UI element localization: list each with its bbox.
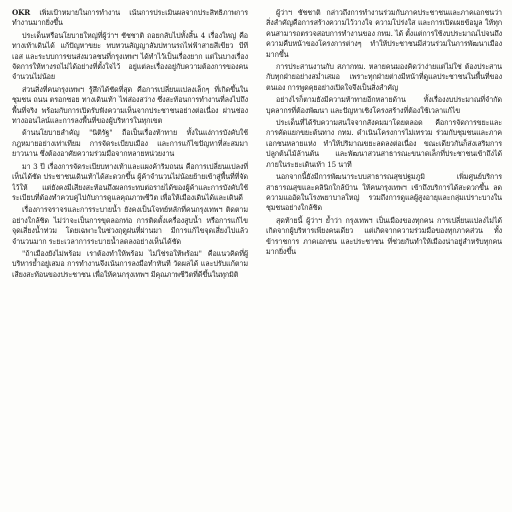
right-column: [266, 8, 502, 506]
paragraph-text: เพิ่มเป้าหมายในการทำงาน เน้นการประเมินผลจากประสิทธิภาพการทำงานมากยิ่งขึ้น: [12, 8, 248, 28]
paragraph-text: อย่างไรก็ตามยังมีความท้าทายอีกหลายด้าน ทั้งเรื่องงบประมาณที่จำกัด บุคลากรที่ต้องพัฒนา และปัญหาเชิงโครงสร้างที่ต้องใช้เวลาแก้ไข: [266, 95, 502, 115]
paragraph: [12, 162, 248, 204]
paragraph-lead: OKR: [12, 8, 31, 17]
paragraph: [12, 8, 248, 29]
paragraph-text: เรื่องการจราจรและการระบายน้ำ ยังคงเป็นโจทย์หลักที่คนกรุงเทพฯ ติดตามอย่างใกล้ชิด ไม่ว่าจะเป็นการขุดลอกท่อ การติดตั้งเครื่องสูบน้ำ หรือการแก้ไขจุดเสี่ยงน้ำท่วม โดยเฉพาะในช่วงฤดูฝนที่ผ่านมา มีการแก้ไขจุดเสี่ยงไปแล้วจำนวนมาก ระยะเวลาการระบายน้ำลดลงอย่างเห็นได้ชัด: [12, 205, 248, 246]
paragraph: [266, 118, 502, 170]
paragraph-text: ผู้ว่าฯ ชัชชาติ กล่าวถึงการทำงานร่วมกับภาคประชาชนและภาคเอกชนว่า สิ่งสำคัญคือการสร้างความไว้วางใจ ความโปร่งใส และการเปิดเผยข้อมูล ให้ทุกคนสามารถตรวจสอบการทำงานของ กทม. ได้ ตั้งแต่การใช้งบประมาณไปจนถึงความคืบหน้าของโครงการต่างๆ ทำให้ประชาชนมีส่วนร่วมในการพัฒนาเมืองมากขึ้น: [266, 8, 502, 59]
paragraph: [266, 8, 502, 60]
column-gutter: [256, 8, 257, 506]
paragraph: [12, 31, 248, 83]
left-column: [12, 8, 248, 506]
paragraph: [12, 128, 248, 159]
paragraph: [266, 62, 502, 93]
paragraph-text: ประเด็นที่ได้รับความสนใจจากสังคมมาโดยตลอด คือการจัดการขยะและการคัดแยกขยะต้นทาง กทม. ดำเนินโครงการไม่เทรวม ร่วมกับชุมชนและภาคเอกชนหลายแห่ง ทำให้ปริมาณขยะลดลงต่อเนื่อง ขณะเดียวกันก็ส่งเสริมการปลูกต้นไม้ล้านต้น และพัฒนาสวนสาธารณะขนาดเล็กที่ประชาชนเข้าถึงได้ภายในระยะเดินเท้า 15 นาที: [266, 118, 502, 169]
paragraph: [12, 249, 248, 280]
paragraph: [12, 85, 248, 127]
paragraph: [266, 172, 502, 214]
paragraph-text: ประเด็นหรือนโยบายใหญ่ที่ผู้ว่าฯ ชัชชาติ ถอยกลับไปทั้งสิ้น 4 เรื่องใหญ่ คือ ทางเท้าเดินได้ แก้ปัญหาขยะ ทบทวนสัญญาสัมปทานรถไฟฟ้าสายสีเขียว บีทีเอส และระบบการขนส่งมวลชนที่กรุงเทพฯ ได้ทำไว้เป็นเรื่องยาก แต่ในบางเรื่องจัดการให้ทางรถไม่ได้อย่างที่ตั้งใจไว้ อยู่แต่ละเรื่องอยู่กับความต้องการของคนจำนวนไม่น้อย: [12, 30, 248, 82]
paragraph-text: การประสานงานกับ สภากทม. หลายคนมองคิดว่าง่ายแต่ไม่ใช่ ต้องประสานกับทุกฝ่ายอย่างสม่ำเสมอ เพราะทุกฝ่ายต่างมีหน้าที่ดูแลประชาชนในพื้นที่ของตนเอง การพูดคุยอย่างเปิดใจจึงเป็นสิ่งสำคัญ: [266, 62, 502, 92]
paragraph-text: นอกจากนี้ยังมีการพัฒนาระบบสาธารณสุขปฐมภูมิ เพิ่มศูนย์บริการสาธารณสุขและคลินิกใกล้บ้าน ให้คนกรุงเทพฯ เข้าถึงบริการได้สะดวกขึ้น ลดความแออัดในโรงพยาบาลใหญ่ รวมถึงการดูแลผู้สูงอายุและกลุ่มเปราะบางในชุมชนอย่างใกล้ชิด: [266, 172, 502, 213]
paragraph: [266, 216, 502, 258]
paragraph-text: ส่วนสิ่งที่คนกรุงเทพฯ รู้สึกได้ชัดที่สุด คือการเปลี่ยนแปลงเล็กๆ ที่เกิดขึ้นในชุมชน ถนน ตรอกซอย ทางเดินเท้า ไฟส่องสว่าง ซึ่งสะท้อนการทำงานที่ลงไปถึงพื้นที่จริง พร้อมกับการเปิดรับฟังความเห็นจากประชาชนอย่างต่อเนื่อง ผ่านช่องทางออนไลน์และการลงพื้นที่ของผู้บริหารในทุกเขต: [12, 84, 248, 126]
paragraph: [266, 95, 502, 116]
paragraph-text: สุดท้ายนี้ ผู้ว่าฯ ย้ำว่า กรุงเทพฯ เป็นเมืองของทุกคน การเปลี่ยนแปลงไม่ได้เกิดจากผู้บริหารเพียงคนเดียว แต่เกิดจากความร่วมมือของทุกภาคส่วน ทั้งข้าราชการ ภาคเอกชน และประชาชน ที่ช่วยกันทำให้เมืองน่าอยู่สำหรับทุกคนมากยิ่งขึ้น: [266, 215, 502, 256]
paragraph: [12, 205, 248, 247]
paragraph-text: มา 3 ปี เรื่องการจัดระเบียบทางเท้าและแผงค้าริมถนน คือการเปลี่ยนแปลงที่เห็นได้ชัด ประชาชนเดินเท้าได้สะดวกขึ้น ผู้ค้าจำนวนไม่น้อยย้ายเข้าสู่พื้นที่ที่จัดไว้ให้ แต่ยังคงมีเสียงสะท้อนถึงผลกระทบต่อรายได้ของผู้ค้าและการบังคับใช้ระเบียบที่ต้องทำควบคู่ไปกับการดูแลคุณภาพชีวิต เพื่อให้เมืองเดินได้และเดินดี: [12, 161, 248, 202]
paragraph-text: "ถ้าเมืองยังไม่พร้อม เราต้องทำให้พร้อม ไม่ใช่รอให้พร้อม" คือแนวคิดที่ผู้บริหารย้ำอยู่เสมอ การทำงานจึงเน้นการลงมือทำทันที วัดผลได้ และปรับแก้ตามเสียงสะท้อนของประชาชน เพื่อให้คนกรุงเทพฯ มีคุณภาพชีวิตที่ดีขึ้นในทุกมิติ: [12, 248, 248, 279]
paragraph-text: ด้านนโยบายสำคัญ "นิติรัฐ" ถือเป็นเรื่องท้าทาย ทั้งในแง่การบังคับใช้กฎหมายอย่างเท่าเทียม การจัดระเบียบเมือง และการแก้ไขปัญหาที่สะสมมายาวนาน ซึ่งต้องอาศัยความร่วมมือจากหลายหน่วยงาน: [12, 128, 248, 159]
